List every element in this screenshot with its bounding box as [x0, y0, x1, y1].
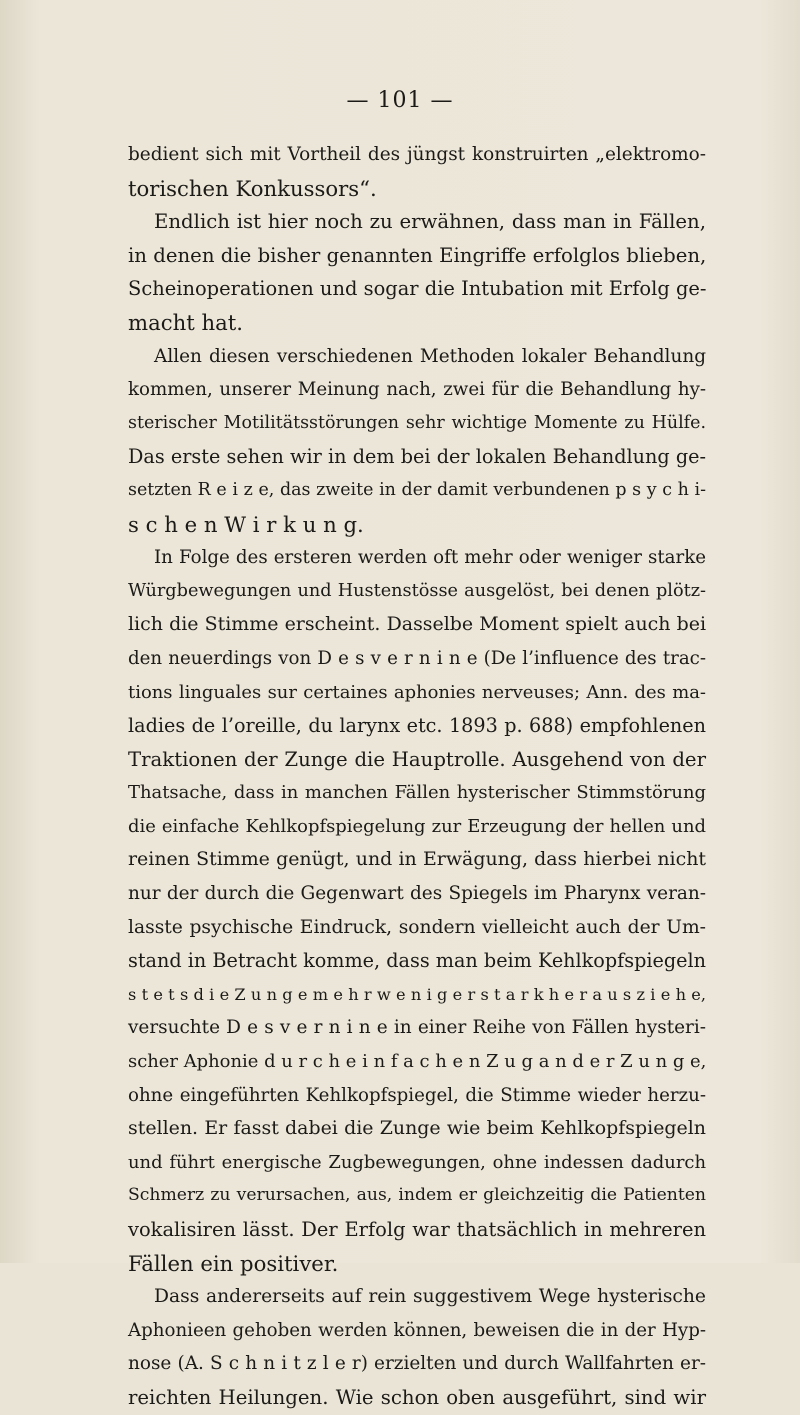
text-line: setzten R e i z e, das zweite in der damit verbundenen p s y c h i- — [128, 479, 706, 500]
text-line: nose (A. S c h n i t z l e r) erzielten und durch Wallfahrten er- — [128, 1353, 706, 1375]
text-line: Endlich ist hier noch zu erwähnen, dass man in Fällen, — [154, 210, 706, 234]
text-line: bedient sich mit Vortheil des jüngst konstruirten „elektromo- — [128, 144, 706, 165]
text-line: Dass andererseits auf rein suggestivem Wege hysterische — [154, 1286, 706, 1308]
text-line: vokalisiren lässt. Der Erfolg war thatsächlich in mehreren — [128, 1218, 706, 1241]
text-line: reinen Stimme genügt, und in Erwägung, dass hierbei nicht — [128, 848, 706, 871]
text-line: scher Aphonie d u r c h e i n f a c h e n Z u g a n d e r Z u n g e, — [128, 1051, 707, 1073]
text-line: und führt energische Zugbewegungen, ohne indessen dadurch — [128, 1151, 706, 1173]
text-line: sterischer Motilitätsstörungen sehr wichtige Momente zu Hülfe. — [128, 412, 706, 433]
text-line: Thatsache, dass in manchen Fällen hysterischer Stimmstörung — [128, 782, 706, 804]
text-line: Allen diesen verschiedenen Methoden lokaler Behandlung — [154, 345, 706, 367]
text-line: stellen. Er fasst dabei die Zunge wie beim Kehlkopfspiegeln — [128, 1117, 706, 1140]
text-line: lich die Stimme erscheint. Dasselbe Moment spielt auch bei — [128, 613, 706, 636]
text-line: kommen, unserer Meinung nach, zwei für die Behandlung hy- — [128, 379, 706, 401]
page-number: — 101 — — [346, 88, 454, 113]
text-line: ladies de l’oreille, du larynx etc. 1893 p. 688) empfohlenen — [128, 714, 706, 738]
body-text — [128, 138, 706, 1415]
text-line: lasste psychische Eindruck, sondern vielleicht auch der Um- — [128, 916, 706, 938]
text-line: tions linguales sur certaines aphonies nerveuses; Ann. des ma- — [128, 681, 706, 703]
text-line: Scheinoperationen und sogar die Intubation mit Erfolg ge- — [128, 277, 707, 301]
text-line: Fällen ein positiver. — [128, 1250, 339, 1276]
text-line: s c h e n W i r k u n g. — [128, 511, 364, 537]
text-line: torischen Konkussors“. — [128, 175, 377, 201]
text-line: in denen die bisher genannten Eingriffe erfolglos blieben, — [128, 243, 707, 267]
text-line: Das erste sehen wir in dem bei der lokalen Behandlung ge- — [128, 445, 706, 469]
text-line: macht hat. — [128, 309, 244, 335]
text-line: stand in Betracht komme, dass man beim Kehlkopfspiegeln — [128, 949, 706, 973]
text-line: die einfache Kehlkopfspiegelung zur Erzeugung der hellen und — [128, 815, 706, 837]
text-line: Würgbewegungen und Hustenstösse ausgelöst, bei denen plötz- — [128, 580, 706, 601]
text-line: Traktionen der Zunge die Hauptrolle. Ausgehend von der — [128, 747, 706, 771]
text-line: Aphonieen gehoben werden können, beweisen die in der Hyp- — [128, 1319, 706, 1341]
text-line: nur der durch die Gegenwart des Spiegels im Pharynx veran- — [128, 883, 706, 905]
text-line: Schmerz zu verursachen, aus, indem er gleichzeitig die Patienten — [128, 1185, 706, 1206]
text-line: s t e t s d i e Z u n g e m e h r w e n i g e r s t a r k h e r a u s z i e h e, — [128, 984, 706, 1004]
text-line: den neuerdings von D e s v e r n i n e (De l’influence des trac- — [128, 647, 706, 669]
text-line: reichten Heilungen. Wie schon oben ausgeführt, sind wir — [128, 1385, 706, 1409]
text-line: versuchte D e s v e r n i n e in einer Reihe von Fällen hysteri- — [128, 1017, 706, 1039]
text-line: ohne eingeführten Kehlkopfspiegel, die Stimme wieder herzu- — [128, 1084, 706, 1106]
text-line: In Folge des ersteren werden oft mehr oder weniger starke — [154, 547, 706, 569]
